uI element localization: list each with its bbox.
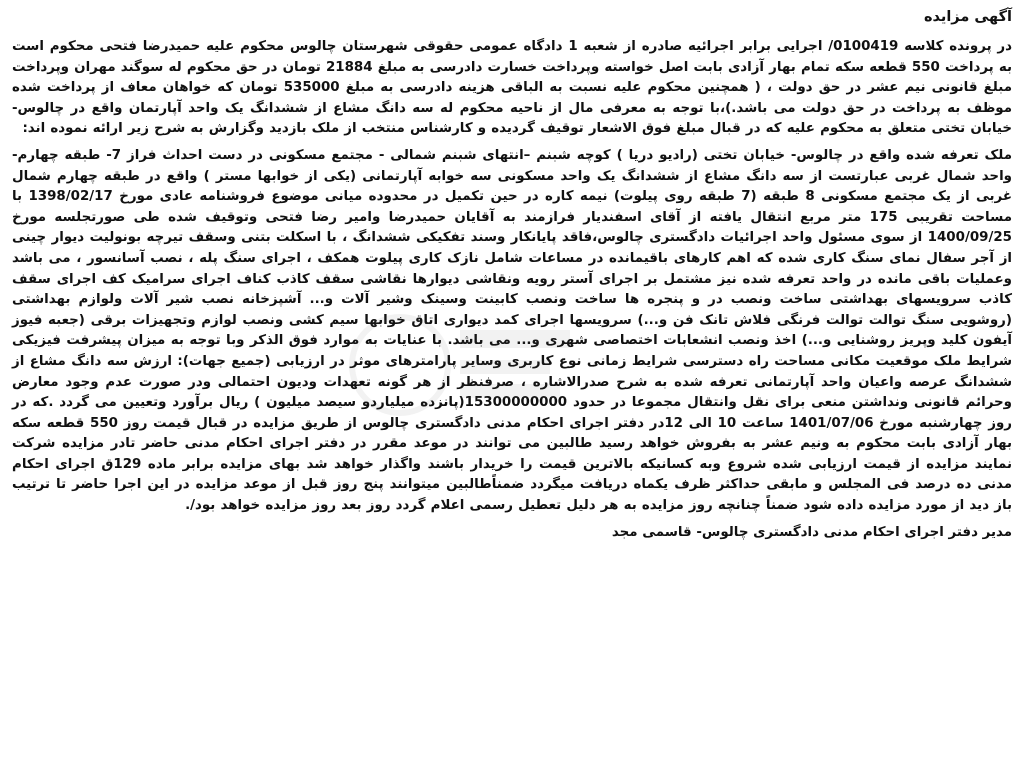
notice-paragraph-case: در پرونده کلاسه 0100419/ اجرایی برابر اجرائیه صادره از شعبه 1 دادگاه عمومی حقوقی شهرستان چالوس محکوم علیه حمیدرضا فتحی محکوم است به پرداخت 550 قطعه سکه تمام بهار آزادی بابت اصل خواسته وپرداخت خسارت دادرسی به مبلغ 21884 تومان در حق محکوم له سوگند مهران وپرداخت مبلغ قانونی نیم عشر در حق دولت ، ( همچنین محکوم علیه نسبت به الباقی هزینه دادرسی به مبلغ 535000 تومان که خواهان معاف از پرداخت شده موظف به پرداخت در حق دولت می باشد.)،با توجه به معرفی مال از ناحیه محکوم له سه دانگ مشاع از ششدانگ یک واحد آپارتمان واقع در چالوس- خیابان تختی متعلق به محکوم علیه که در قبال مبلغ فوق الاشعار توقیف گردیده و کارشناس منتخب از ملک بازدید وگزارش به شرح زیر ارائه نموده اند: (12, 39, 1013, 137)
notice-title: آگهی مزایده (923, 9, 1012, 25)
notice-paragraph-property: ملک تعرفه شده واقع در چالوس- خیابان تختی (رادیو دریا ) کوچه شبنم –انتهای شبنم شمالی - مجتمع مسکونی در دست احداث فراز 7- طبقه چهارم- واحد شمال غربی عبارتست از سه دانگ مشاع از ششدانگ یک واحد مسکونی سه خوابه آپارتمانی (یکی از خوابها مستر ) واقع در طبقه چهارم شمال غربی از یک مجتمع مسکونی 8 طبقه (7 طبقه روی پیلوت) نیمه کاره در حین تکمیل در محدوده میانی موضوع فروشنامه عادی مورخ 1398/02/17 با مساحت تقریبی 175 متر مربع انتقال یافته از آقای اسفندیار فرازمند به آقایان حمیدرضا وامیر رضا فتحی وتوقیف شده طی صورتجلسه مورخ 1400/09/25 از سوی مسئول واحد اجرائیات دادگستری چالوس،فاقد پایانکار وسند تفکیکی ششدانگ ، با اسکلت بتنی وسقف تیرچه بونولیت دیوار چینی از آجر سفال نمای سنگ کاری شده که اهم کارهای باقیمانده در مساعات شامل نازک کاری پیلوت همکف ، اجرای سنگ پله ، نصب آسانسور ، می باشد وعملیات باقی مانده در واحد تعرفه شده نیز مشتمل بر اجرای آستر رویه ونقاشی دیوارها نقاشی سقف کاذب کناف اجرای سرامیک کف اجرای سقف کاذب سرویسهای بهداشتی ساخت ونصب در و پنجره ها ساخت ونصب کابینت وسینک وشیر آلات و... آشپزخانه نصب شیر آلات ولوازم بهداشتی (روشویی سنگ توالت توالت فرنگی فلاش تانک فن و...) سرویسها اجرای کمد دیواری اتاق خوابها سیم کشی ونصب لوازم وتجهیزات برقی (جعبه فیوز آیفون کلید وپریز روشنایی و...) اخذ ونصب انشعابات اختصاصی شهری و... می باشد. با عنایات به موارد فوق الذکر وبا توجه به میزان پیشرفت فیزیکی شرایط ملک موقعیت مکانی مساحت راه دسترسی شرایط زمانی نوع کاربری وسایر پارامترهای موثر در ارزیابی (جمیع جهات): ارزش سه دانگ مشاع از ششدانگ عرصه واعیان واحد آپارتمانی تعرفه شده به شرح صدرالاشاره ، صرفنظر از هر گونه تعهدات ودیون احتمالی ودر صورت عدم وجود معارض وحرائم قانونی ونداشتن منعی برای نقل وانتقال مجموعا در حدود 15300000000(پانزده میلیاردو سیصد میلیون ) ریال برآورد وتعیین می گردد .که در روز چهارشنبه مورخ 1401/07/06 ساعت 10 الی 12در دفتر اجرای احکام مدنی دادگستری چالوس از طریق مزایده در قبال قیمت روز 550 قطعه سکه بهار آزادی بابت محکوم به ونیم عشر به بفروش خواهد رسید طالبین می توانند در موعد مقرر در دفتر اجرای احکام مدنی حاضر تادر مزایده شرکت نمایند مزایده از قیمت ارزیابی شده شروع وبه کسانیکه بالاترین قیمت را خریدار باشند واگذار خواهد شد بهای مزایده برابر ماده 129ق اجرای احکام مدنی ده درصد فی المجلس و مابقی حداکثر ظرف یکماه دریافت میگردد ضمناًطالبین میتوانند پنج روز قبل از موعد مزایده در این اجرا حاضر تا ترتیب باز دید از مورد مزایده داده شود ضمناً چنانچه روز مزایده به هر دلیل تعطیل رسمی اعلام گردد روز بعد روز مزایده خواهد بود/. (12, 147, 1013, 514)
notice-signature: مدیر دفتر اجرای احکام مدنی دادگستری چالوس- قاسمی مجد (611, 524, 1012, 540)
